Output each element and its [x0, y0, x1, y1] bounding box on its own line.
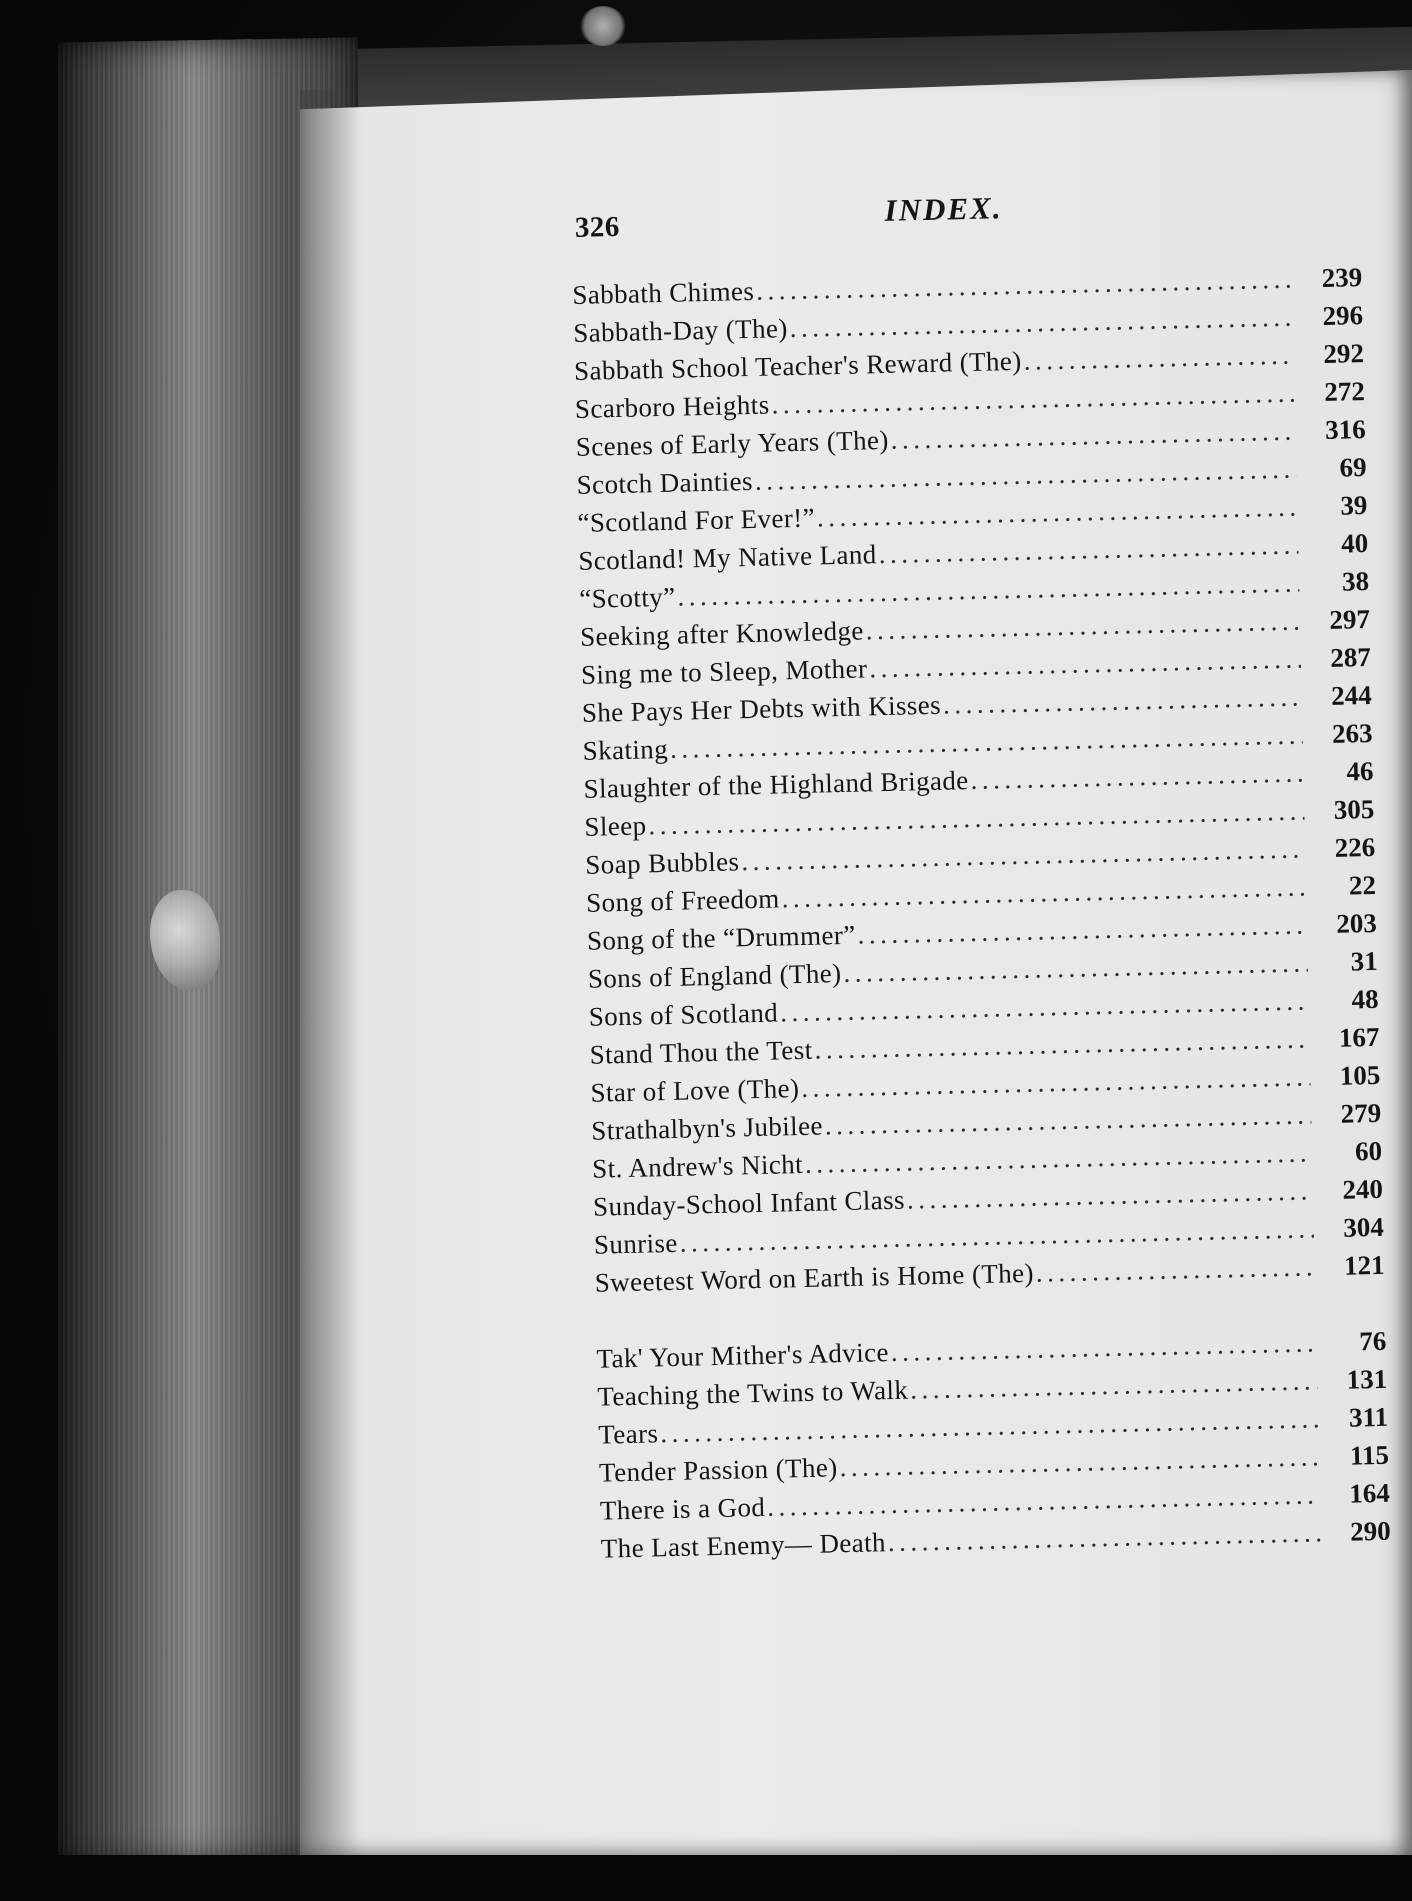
entry-page: 244	[1330, 679, 1373, 711]
entry-page: 115	[1349, 1439, 1390, 1471]
dot-leader	[1035, 1251, 1315, 1288]
entry-page: 263	[1331, 717, 1373, 749]
entry-page: 60	[1354, 1135, 1383, 1167]
entry-title: Soap Bubbles	[584, 846, 740, 880]
entry-title: Sunrise	[593, 1227, 679, 1260]
entry-page: 131	[1346, 1363, 1388, 1395]
entry-page: 76	[1358, 1325, 1387, 1357]
entry-page: 203	[1336, 907, 1378, 939]
entry-page: 279	[1340, 1097, 1382, 1129]
entry-page: 105	[1339, 1059, 1381, 1091]
page-gutter-shadow	[300, 90, 360, 1855]
ornament-blemish	[580, 6, 626, 46]
entry-title: Tender Passion (The)	[598, 1452, 838, 1488]
page-title: INDEX.	[884, 190, 1003, 228]
entry-page: 22	[1348, 869, 1377, 901]
entry-page: 239	[1321, 262, 1363, 293]
entry-title: Tak' Your Mither's Advice	[596, 1337, 890, 1374]
entry-title: Tears	[597, 1418, 659, 1450]
entry-title: The Last Enemy— Death	[600, 1527, 887, 1564]
entry-page: 316	[1324, 414, 1366, 445]
entry-page: 297	[1329, 603, 1371, 635]
entry-title: Sabbath Chimes	[572, 275, 755, 310]
entry-page: 292	[1323, 338, 1365, 369]
entry-title: Sweetest Word on Earth is Home (The)	[594, 1257, 1035, 1298]
entry-title: She Pays Her Debts with Kisses	[581, 689, 942, 728]
entry-title: Sunday-School Infant Class	[592, 1184, 906, 1222]
entry-title: St. Andrew's Nicht	[591, 1148, 804, 1184]
entry-title: Teaching the Twins to Walk	[597, 1374, 909, 1412]
entry-page: 272	[1323, 376, 1366, 407]
entry-title: Star of Love (The)	[590, 1073, 800, 1108]
entry-title: Skating	[582, 733, 669, 766]
entry-page: 38	[1341, 565, 1370, 597]
entry-title: Sons of Scotland	[588, 997, 779, 1032]
scan-bottom-border	[0, 1855, 1412, 1901]
entry-title: Scotch Dainties	[576, 465, 754, 500]
page-number: 326	[574, 210, 621, 244]
index-content	[570, 172, 1391, 1572]
entry-title: Sabbath-Day (The)	[572, 313, 788, 348]
entry-page: 46	[1346, 755, 1374, 787]
entry-page: 311	[1348, 1401, 1389, 1433]
entry-title: Slaughter of the Highland Brigade	[583, 765, 969, 804]
entry-page: 304	[1342, 1211, 1385, 1243]
dot-leader	[1023, 340, 1294, 377]
entry-page: 31	[1350, 945, 1379, 977]
entry-page: 39	[1340, 489, 1368, 521]
entry-title: Scarboro Heights	[574, 389, 770, 424]
entry-page: 296	[1322, 300, 1364, 331]
entry-page: 290	[1349, 1515, 1391, 1547]
entry-title: Sleep	[584, 810, 647, 842]
entry-page: 167	[1338, 1021, 1380, 1053]
entry-title: Song of Freedom	[585, 883, 780, 918]
dot-leader	[756, 264, 1293, 307]
entry-page: 287	[1329, 641, 1372, 673]
entry-page: 240	[1342, 1173, 1384, 1205]
entry-title: Stand Thou the Test	[589, 1034, 813, 1070]
entry-page: 69	[1339, 452, 1367, 483]
entry-title: Scotland! My Native Land	[578, 539, 877, 576]
entry-title: “Scotland For Ever!”	[577, 502, 816, 538]
entry-page: 48	[1351, 983, 1379, 1015]
entry-title: Seeking after Knowledge	[579, 615, 865, 652]
dot-leader	[970, 758, 1304, 797]
entry-title: Sons of England (The)	[587, 958, 842, 994]
entry-title: Sing me to Sleep, Mother	[580, 653, 868, 690]
entry-page: 164	[1348, 1477, 1391, 1509]
index-entries	[572, 262, 1391, 1572]
entry-title: Sabbath School Teacher's Reward (The)	[573, 345, 1022, 386]
entry-title: Strathalbyn's Jubilee	[591, 1110, 824, 1146]
entry-title: “Scotty”	[578, 581, 676, 614]
entry-page: 305	[1333, 793, 1375, 825]
entry-page: 121	[1343, 1249, 1385, 1281]
entry-title: Scenes of Early Years (The)	[575, 424, 890, 462]
entry-page: 226	[1334, 831, 1376, 863]
entry-title: There is a God	[599, 1491, 766, 1526]
entry-page: 40	[1340, 527, 1369, 559]
entry-title: Song of the “Drummer”	[586, 919, 856, 956]
